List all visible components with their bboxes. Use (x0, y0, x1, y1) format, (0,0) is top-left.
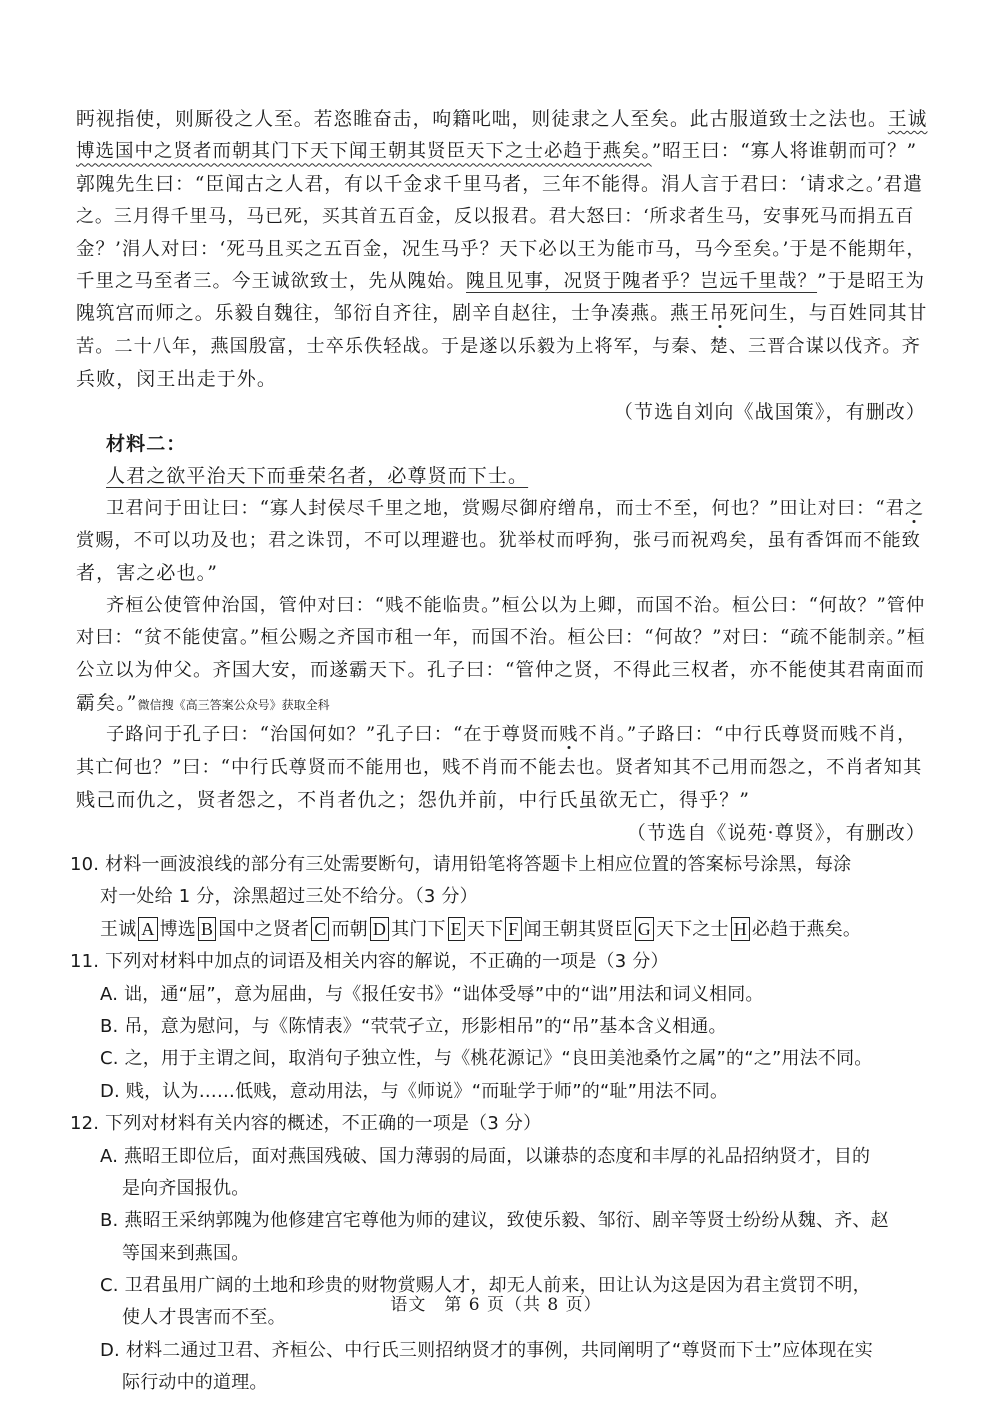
text-span: 霸矣。” (76, 692, 138, 715)
text-span: 子路问于孔子曰：“治国何如？”孔子曰：“在于尊贤而 (106, 724, 560, 746)
segment-text: 国中之贤者 (218, 918, 310, 940)
answer-box-d[interactable]: D (370, 917, 389, 941)
text-span: 不肖。”子路曰：“中行氏尊贤而贱不肖， (578, 724, 917, 746)
text-line: 贱己而仇之，贤者怨之，不肖者仇之；怨仇并前，中行氏虽欲无亡，得乎？” (76, 789, 751, 812)
text-line: 齐桓公使管仲治国，管仲对曰：“贱不能临贵。”桓公以为上卿，而国不治。桓公曰：“何故？”管仲 (106, 594, 926, 616)
option-b[interactable]: B. 吊，意为慰问，与《陈情表》“茕茕孑立，形影相吊”的“吊”基本含义相通。 (100, 1015, 727, 1037)
answer-box-f[interactable]: F (505, 917, 521, 941)
question-stem: 11. 下列对材料中加点的词语及相关内容的解说，不正确的一项是（3 分） (70, 951, 669, 973)
dotted-character: 贱 (559, 724, 579, 746)
wavy-underlined-text: 王诚 (887, 109, 928, 130)
text-line: 兵败，闵王出走于外。 (76, 368, 278, 391)
segment-text: 天下 (466, 918, 504, 940)
answer-box-b[interactable]: B (198, 917, 216, 941)
dotted-character: 之 (904, 497, 925, 519)
text-line (76, 298, 926, 330)
text-line: 其亡何也？”曰：“中行氏尊贤而不能用也，贱不肖而不能去也。贤者知其不己用而怨之，不肖者知其 (76, 756, 923, 778)
answer-box-a[interactable]: A (138, 917, 157, 941)
segment-text: 而朝 (331, 918, 368, 940)
answer-box-e[interactable]: E (448, 917, 465, 941)
segment-text: 其门下 (391, 918, 446, 940)
option-text-continued: 使人才畏害而不至。 (122, 1307, 286, 1329)
text-line: 之。三月得千里马，马已死，买其首五百金，反以报君。君大怒曰：‘所求者生马，安事死马而捐五百 (76, 206, 915, 228)
text-span: 隗筑宫而师之。乐毅自魏往，邹衍自齐往，剧辛自赵往，士争凑燕。燕王 (76, 303, 710, 325)
text-span: ”于是昭王为 (817, 270, 925, 292)
text-line (76, 104, 926, 136)
exam-page (70, 104, 928, 1400)
underlined-text: 人君之欲平治天下而垂荣名者，必尊贤而下士。 (106, 465, 529, 488)
option-a[interactable]: A. 诎，通“屈”，意为屈曲，与《报任安书》“诎体受辱”中的“诎”用法和词义相同。 (100, 983, 764, 1005)
text-span: 死问生，与百姓同其甘 (729, 303, 928, 325)
question-stem: 10. 材料一画波浪线的部分有三处需要断句，请用铅笔将答题卡上相应位置的答案标号涂黑，每涂 (70, 853, 852, 875)
wavy-underlined-text: 博选国中之贤者而朝其门下天下闻王朝其贤臣天下之士必趋于燕矣。 (76, 141, 652, 163)
segment-text: 闻王朝其贤臣 (523, 918, 633, 940)
option-a[interactable] (70, 1141, 926, 1206)
text-line: 者，害之必也。” (76, 562, 219, 585)
option-text-continued: 际行动中的道理。 (122, 1372, 268, 1394)
segment-text: 天下之士 (655, 918, 729, 940)
option-b[interactable] (70, 1205, 926, 1270)
segment-text: 必趋于燕矣。 (751, 918, 862, 940)
page-footer: 语文 第 6 页（共 8 页） (390, 1295, 602, 1315)
text-span: 千里之马至者三。今王诚欲致士，先从隗始。 (76, 270, 467, 292)
text-line (76, 136, 926, 168)
dotted-character: 吊 (709, 303, 730, 325)
option-d[interactable] (70, 1335, 926, 1400)
text-line: 苦。二十八年，燕国殷富，士卒乐佚轻战。于是遂以乐毅为上将军，与秦、楚、三晋合谋以伐齐。齐 (76, 335, 921, 357)
question-12 (70, 1108, 926, 1400)
text-line: 赏赐，不可以功及也；君之诛罚，不可以理避也。犹举杖而呼狗，张弓而祝鸡矣，虽有香饵而不能致 (76, 530, 921, 552)
segment-text: 博选 (159, 918, 197, 940)
text-span: ”昭王曰：“寡人将谁朝而可？” (651, 141, 918, 163)
segment-text: 王诚 (100, 918, 137, 940)
option-text: D. 材料二通过卫君、齐桓公、中行氏三则招纳贤才的事例，共同阐明了“尊贤而下士”应体现在实 (100, 1339, 873, 1361)
question-10 (70, 849, 926, 946)
answer-box-h[interactable]: H (731, 917, 750, 941)
text-line (76, 687, 926, 719)
answer-box-g[interactable]: G (635, 917, 654, 941)
text-line: 公立以为仲父。齐国大安，而遂霸天下。孔子曰：“管仲之贤，不得此三权者，亦不能使其君南面而 (76, 659, 925, 681)
answer-segment-row (70, 914, 926, 946)
section-heading: 材料二： (106, 432, 187, 455)
watermark-text: 微信搜《高三答案公众号》获取全科 (137, 698, 330, 713)
question-11 (70, 946, 926, 1108)
text-span: 眄视指使，则厮役之人至。若恣睢奋击，呴籍叱咄，则徒隶之人至矣。此古服道致士之法也。 (76, 109, 888, 130)
material-two (76, 428, 926, 849)
source-citation: （节选自刘向《战国策》，有删改） (613, 400, 926, 423)
option-d[interactable]: D. 贱，认为……低贱，意动用法，与《师说》“而耻学于师”的“耻”用法不同。 (100, 1080, 729, 1102)
option-text: B. 燕昭王采纳郭隗为他修建宫宅尊他为师的建议，致使乐毅、邹衍、剧辛等贤士纷纷从魏、齐、赵 (100, 1210, 889, 1232)
source-citation: （节选自《说苑·尊贤》，有删改） (626, 821, 926, 844)
text-span: 卫君问于田让曰：“寡人封侯尽千里之地，赏赐尽御府缯帛，而士不至，何也？”田让对曰：“君 (106, 497, 905, 519)
option-text: A. 燕昭王即位后，面对燕国残破、国力薄弱的局面，以谦恭的态度和丰厚的礼品招纳贤才，目的 (100, 1145, 871, 1167)
underlined-text: 隗且见事，况贤于隗者乎？岂远千里哉？ (466, 270, 818, 292)
text-line (76, 719, 926, 751)
text-line: 郭隗先生曰：“臣闻古之人君，有以千金求千里马者，三年不能得。涓人言于君曰：‘请求之。’君遣 (76, 173, 923, 195)
answer-box-c[interactable]: C (311, 917, 329, 941)
question-stem: 12. 下列对材料有关内容的概述，不正确的一项是（3 分） (70, 1113, 542, 1135)
question-stem-continued: 对一处给 1 分，涂黑超过三处不给分。（3 分） (100, 886, 478, 908)
text-line (76, 493, 926, 525)
option-text: C. 卫君虽用广阔的土地和珍贵的财物赏赐人才，却无人前来，田让认为这是因为君主赏罚不明， (100, 1275, 871, 1297)
thesis-line (76, 460, 926, 492)
text-line: 对曰：“贫不能使富。”桓公赐之齐国市租一年，而国不治。桓公曰：“何故？”对曰：“疏不能制亲。”桓 (76, 627, 926, 649)
material-one (76, 104, 926, 428)
option-c[interactable]: C. 之，用于主谓之间，取消句子独立性，与《桃花源记》“良田美池桑竹之属”的“之”用法不同。 (100, 1048, 873, 1070)
option-text-continued: 是向齐国报仇。 (122, 1177, 250, 1199)
option-text-continued: 等国来到燕国。 (122, 1242, 250, 1264)
text-line: 金？’涓人对曰：‘死马且买之五百金，况生马乎？天下必以王为能市马，马今至矣。’于是不能期年， (76, 238, 926, 260)
text-line (76, 266, 926, 298)
